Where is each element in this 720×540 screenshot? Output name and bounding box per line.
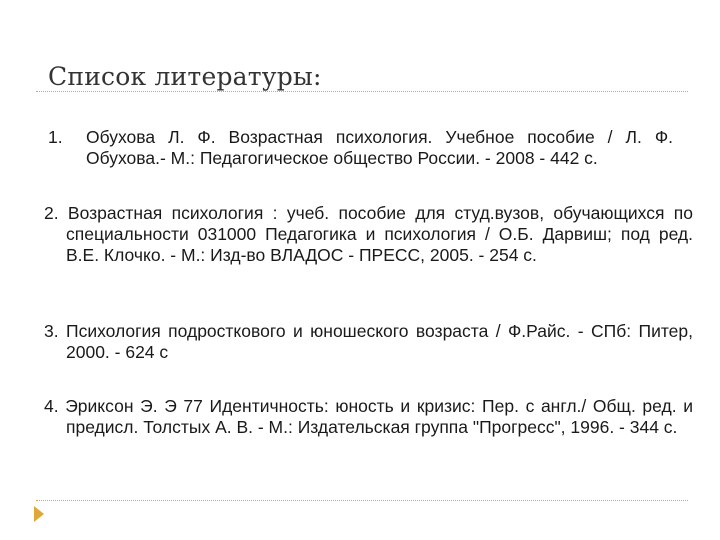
list-item-reference-1 xyxy=(48,127,673,169)
reference-text: 2. Возрастная психология : учеб. пособие для студ.вузов, обучающихся по специальности 031000 Педагогика и психология / О.Б. Дарвиш; под ред. В.Е. Клочко. - М.: Изд-во ВЛАДОС - ПРЕСС, 2005. - 254 с. xyxy=(44,203,693,265)
list-item-reference-3 xyxy=(44,321,693,363)
triangle-right-icon xyxy=(34,506,44,522)
footer-divider xyxy=(36,500,688,501)
list-item-reference-2 xyxy=(44,203,693,266)
reference-text: 3. Психология подросткового и юношеского возраста / Ф.Райс. - СПб: Питер, 2000. - 624 с xyxy=(44,321,693,362)
reference-number: 1. xyxy=(48,127,63,147)
reference-text: 4. Эриксон Э. Э 77 Идентичность: юность и кризис: Пер. с англ./ Общ. ред. и предисл. Толстых А. В. - М.: Издательская группа "Прогресс", 1996. - 344 с. xyxy=(44,396,693,437)
page-title: Список литературы: xyxy=(48,62,322,91)
reference-text: Обухова Л. Ф. Возрастная психология. Учебное пособие / Л. Ф. Обухова.- М.: Педагогическое общество России. - 2008 - 442 с. xyxy=(86,127,673,168)
list-item-reference-4 xyxy=(44,396,693,438)
